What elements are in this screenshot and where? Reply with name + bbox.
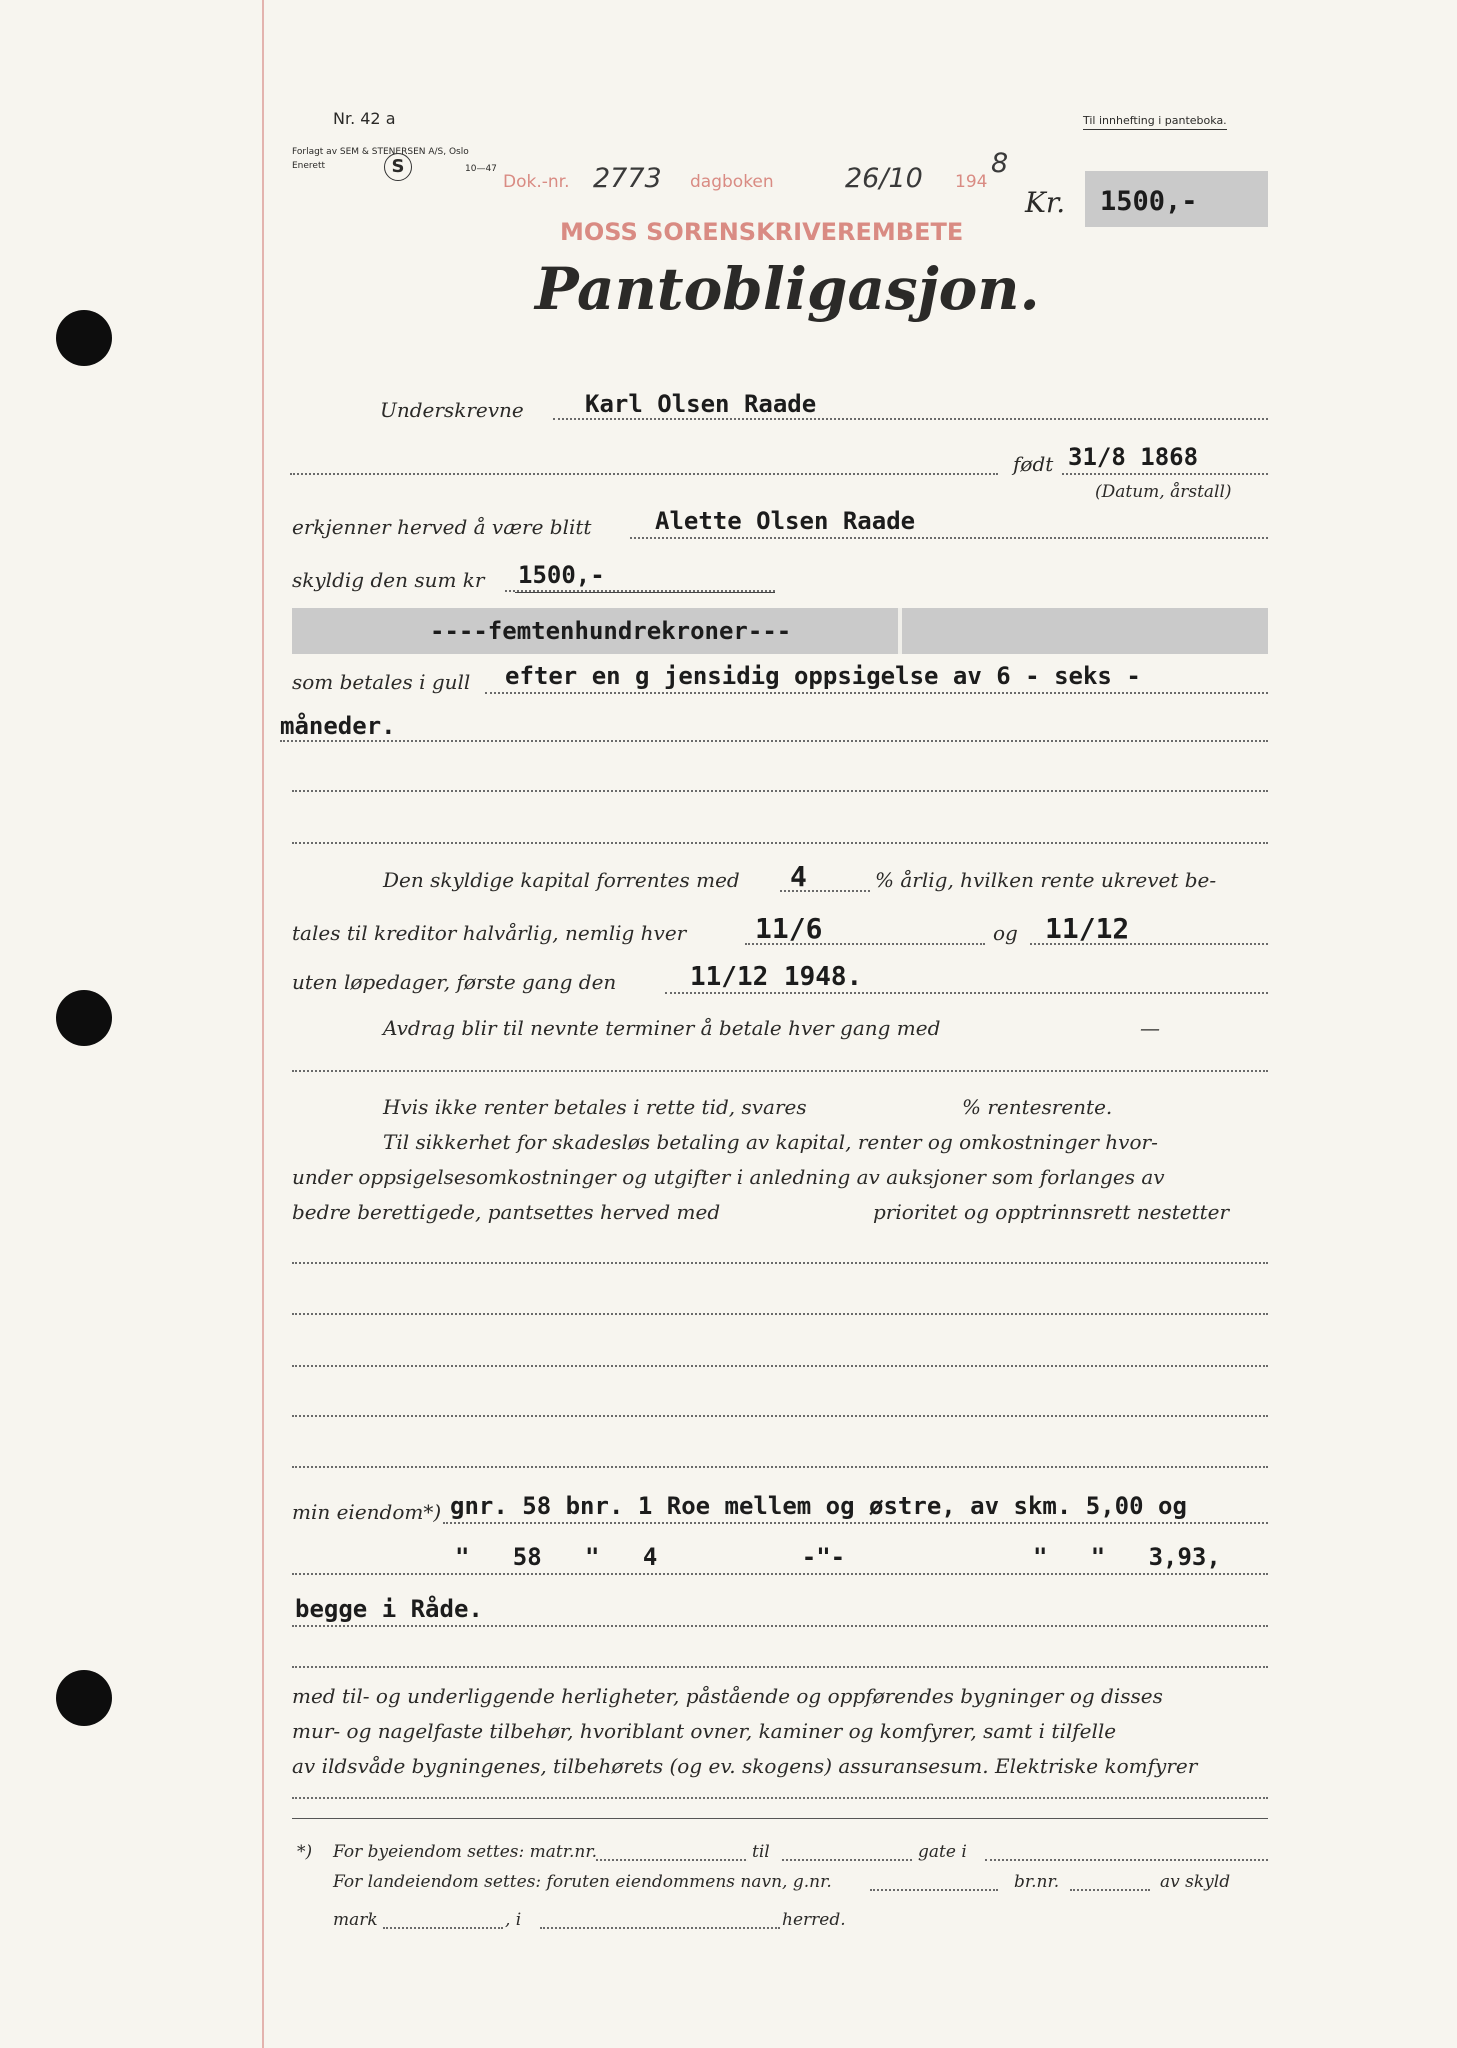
born-label: født	[1013, 452, 1054, 476]
fill-line	[985, 1859, 1268, 1861]
publisher-line: Forlagt av SEM & STENERSEN A/S, Oslo	[292, 147, 469, 157]
top-right-note: Til innhefting i panteboka.	[1083, 114, 1227, 130]
year-digit: 8	[991, 148, 1009, 179]
fill-line	[292, 1573, 1268, 1575]
security-text: prioritet og opptrinnsrett nestetter	[873, 1200, 1230, 1224]
appurtenance-text: mur- og nagelfaste tilbehør, hvoriblant ovner, kaminer og komfyrer, samt i tilfelle	[292, 1719, 1117, 1743]
debtor-name: Karl Olsen Raade	[585, 390, 817, 418]
fill-line	[553, 418, 1268, 420]
stamp-year: 194	[955, 172, 988, 192]
undersigned-label: Underskrevne	[380, 398, 524, 422]
sum-value: 1500,-	[518, 561, 605, 589]
born-caption: (Datum, årstall)	[1095, 482, 1232, 502]
amount-value: 1500,-	[1100, 186, 1198, 217]
stamp-doc-prefix: Dok.-nr.	[503, 172, 570, 192]
security-text: bedre berettigede, pantsettes herved med	[292, 1200, 721, 1224]
property-line-3: begge i Råde.	[295, 1595, 483, 1623]
footnote-i: , i	[505, 1910, 522, 1930]
band-divider	[898, 608, 902, 654]
penalty-label-b: % rentesrente.	[962, 1095, 1113, 1119]
and-label: og	[993, 921, 1018, 945]
property-label: min eiendom*)	[292, 1500, 442, 1524]
fill-line	[1070, 1889, 1150, 1891]
interest-rate: 4	[790, 860, 807, 893]
term-label: tales til kreditor halvårlig, nemlig hver	[292, 921, 687, 945]
document-title: Pantobligasjon.	[535, 255, 1040, 323]
security-text: Til sikkerhet for skadesløs betaling av kapital, renter og omkostninger hvor-	[383, 1130, 1158, 1154]
appurtenance-text: med til- og underliggende herligheter, påstående og oppførendes bygninger og disses	[292, 1684, 1163, 1708]
installment-value: —	[1140, 1016, 1160, 1040]
margin-rule	[262, 0, 264, 2048]
fill-line	[292, 1415, 1268, 1417]
first-due-date: 11/12 1948.	[690, 962, 863, 992]
creditor-name: Alette Olsen Raade	[655, 507, 916, 535]
fill-line	[485, 692, 1268, 694]
punch-hole	[56, 310, 112, 366]
footnote-til: til	[752, 1842, 770, 1862]
fill-line	[292, 842, 1268, 844]
doc-number: 2773	[593, 163, 662, 194]
fill-line	[292, 1365, 1268, 1367]
appurtenance-text: av ildsvåde bygningenes, tilbehørets (og ev. skogens) assuransesum. Elektriske komfyrer	[292, 1754, 1198, 1778]
fill-line	[665, 992, 1268, 994]
entry-date: 26/10	[845, 163, 923, 194]
fill-line	[292, 1466, 1268, 1468]
fill-line	[540, 1927, 780, 1929]
fill-line	[292, 1625, 1268, 1627]
interest-label: Den skyldige kapital forrentes med	[383, 868, 740, 892]
fill-line	[292, 790, 1268, 792]
penalty-label: Hvis ikke renter betales i rette tid, svares	[383, 1095, 807, 1119]
footnote-skyld: av skyld	[1160, 1872, 1231, 1892]
footnote-star: *)	[297, 1842, 313, 1862]
punch-hole	[56, 990, 112, 1046]
fill-line	[292, 1666, 1268, 1668]
fill-line	[383, 1927, 503, 1929]
footnote-mark: mark	[333, 1910, 378, 1930]
footnote-brnr: br.nr.	[1014, 1872, 1060, 1892]
security-text: under oppsigelsesomkostninger og utgifter i anledning av auksjoner som forlanges av	[292, 1165, 1165, 1189]
office-stamp: MOSS SORENSKRIVEREMBETE	[560, 218, 964, 246]
sum-underline	[515, 592, 775, 593]
fill-line	[782, 1859, 912, 1861]
paid-label: som betales i gull	[292, 670, 471, 694]
fill-line	[292, 1797, 1268, 1799]
fill-line	[443, 1522, 1268, 1524]
property-line-1: gnr. 58 bnr. 1 Roe mellem og østre, av skm. 5,00 og	[450, 1492, 1187, 1520]
footnote-herred: herred.	[782, 1910, 846, 1930]
fill-line	[596, 1859, 746, 1861]
footnote-gate: gate i	[918, 1842, 967, 1862]
footnote-rural: For landeiendom settes: foruten eiendommens navn, g.nr.	[333, 1872, 832, 1892]
birth-date: 31/8 1868	[1068, 443, 1199, 471]
property-line-2: " 58 " 4 -"- " " 3,93,	[455, 1543, 1221, 1571]
fill-line	[630, 537, 1268, 539]
term-date-2: 11/12	[1045, 912, 1130, 945]
first-due-label: uten løpedager, første gang den	[292, 970, 617, 994]
publisher-date: 10—47	[465, 164, 497, 174]
fill-line	[870, 1889, 998, 1891]
sum-in-words: ----femtenhundrekroner---	[430, 617, 792, 645]
stamp-dagboken: dagboken	[690, 172, 774, 192]
fill-line	[292, 1313, 1268, 1315]
installment-label: Avdrag blir til nevnte terminer å betale hver gang med	[383, 1016, 941, 1040]
footnote-urban: For byeiendom settes: matr.nr.	[333, 1842, 597, 1862]
interest-label-b: % årlig, hvilken rente ukrevet be-	[875, 868, 1217, 892]
footnote-rule	[292, 1818, 1268, 1819]
term-date-1: 11/6	[755, 912, 823, 945]
form-number: Nr. 42 a	[333, 109, 396, 128]
sum-label: skyldig den sum kr	[292, 568, 485, 592]
acknowledge-label: erkjenner herved å være blitt	[292, 515, 592, 539]
fill-line	[290, 473, 998, 475]
payment-terms-2: måneder.	[280, 712, 396, 740]
fill-line	[292, 1070, 1268, 1072]
fill-line	[292, 1262, 1268, 1264]
payment-terms-1: efter en g jensidig oppsigelse av 6 - seks -	[505, 662, 1141, 690]
publisher-logo-icon: S	[384, 153, 412, 181]
fill-line	[280, 740, 1268, 742]
publisher-enerett: Enerett	[292, 161, 326, 171]
amount-label: Kr.	[1025, 186, 1066, 219]
punch-hole	[56, 1670, 112, 1726]
fill-line	[1062, 473, 1268, 475]
